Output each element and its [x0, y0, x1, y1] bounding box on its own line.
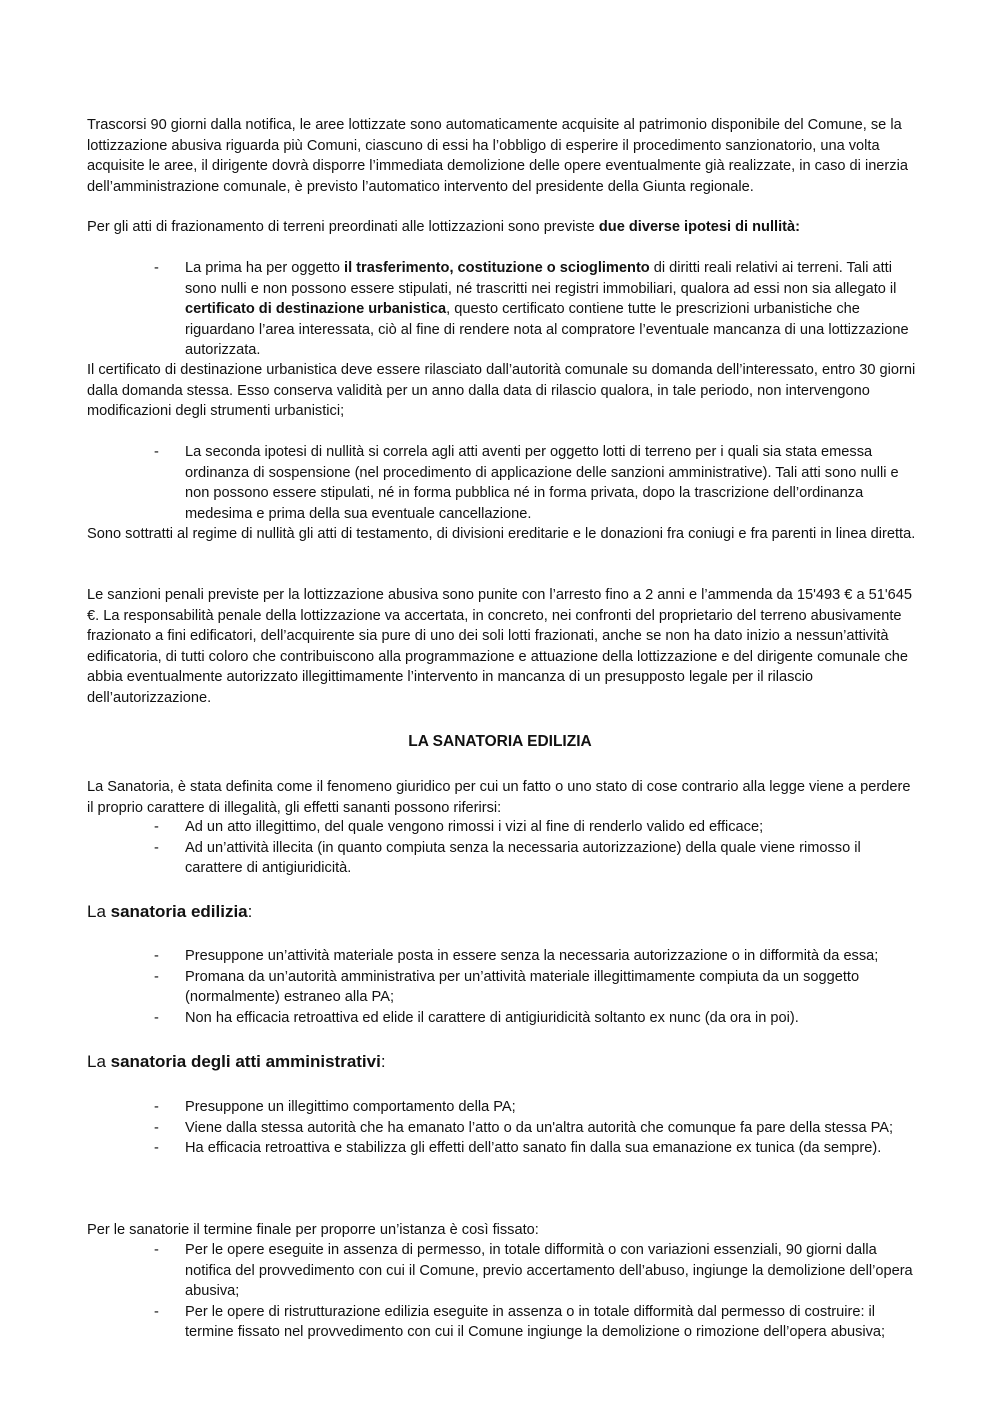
- bold-certificato: certificato di destinazione urbanistica: [185, 301, 447, 317]
- bold-due-ipotesi: due diverse ipotesi di nullità:: [598, 219, 800, 235]
- bullet-dash: -: [154, 1099, 159, 1115]
- bullet-text: La prima ha per oggetto: [185, 260, 345, 276]
- heading-sanatoria-atti: [87, 1052, 386, 1073]
- list-termini: [87, 1240, 917, 1343]
- bullet-dash: -: [154, 839, 159, 856]
- heading-prefix: La: [87, 902, 111, 921]
- list-item-text: Per le opere eseguite in assenza di permesso, in totale difformità o con variazioni essenziali, 90 giorni dalla notifica del provvedimento con cui il Comune, previo accertamento dell’abuso, ingiunge la demolizione dell’opera abusiva;: [185, 1242, 913, 1299]
- list-item-text: Viene dalla stessa autorità che ha emanato l’atto o da un'altra autorità che comunque fa pare della stessa PA;: [185, 1119, 894, 1136]
- heading-bold: sanatoria edilizia: [110, 902, 248, 921]
- list-item-text: Per le opere di ristrutturazione edilizia eseguite in assenza o in totale difformità dal permesso di costruire: il termine fissato nel provvedimento con cui il Comune ingiunge la demolizione o rimozione dell’opera abusiva;: [185, 1303, 886, 1340]
- list-item: [87, 1240, 917, 1302]
- heading-suffix: :: [247, 902, 253, 921]
- heading-sanatoria-edilizia: [87, 902, 252, 923]
- list-item: [87, 967, 917, 1008]
- list-item: [87, 1097, 917, 1118]
- list-item-text: Promana da un’autorità amministrativa per un’attività materiale illegittimamente compiuta da un soggetto (normalmente) estraneo alla PA;: [185, 968, 860, 1005]
- list-seconda-ipotesi: [87, 442, 917, 524]
- bullet-text: La seconda ipotesi di nullità si correla agli atti aventi per oggetto lotti di terreno per i quali sia stata emessa ordinanza di sospensione (nel procedimento di applicazione delle sanzioni amministrative). Tali atti sono nulli e non possono essere stipulati, né in forma pubblica né in forma privata, dopo la trascrizione dell’ordinanza medesima e prima della sua eventuale cancellazione.: [185, 444, 899, 522]
- paragraph-acquisizione-aree: Trascorsi 90 giorni dalla notifica, le aree lottizzate sono automaticamente acquisite al patrimonio disponibile del Comune, se la lottizzazione abusiva riguarda più Comuni, ciascuno di essi ha l’obbligo di esperire il procedimento sanzionatorio, una volta acquisite le aree, il dirigente dovrà disporre l’immediata demolizione delle opere eventualmente già realizzate, in caso di inerzia dell’amministrazione comunale, è previsto l’automatico intervento del presidente della Giunta regionale.: [87, 117, 908, 195]
- bold-trasferimento: il trasferimento, costituzione o scioglimento: [344, 260, 650, 276]
- paragraph-certificato: Il certificato di destinazione urbanistica deve essere rilasciato dall’autorità comunale su domanda dell’interessato, entro 30 giorni dalla domanda stessa. Esso conserva validità per un anno dalla data di rilascio qualora, in tale periodo, non intervengono modificazioni degli strumenti urbanistici;: [87, 362, 916, 419]
- list-effetti-sananti: [87, 817, 917, 879]
- list-item: [87, 258, 917, 361]
- list-item-text: Ad un’attività illecita (in quanto compiuta senza la necessaria autorizzazione) della quale viene rimosso il carattere di antigiuridicità.: [185, 839, 861, 876]
- heading-prefix: La: [87, 1052, 111, 1071]
- bullet-dash: -: [154, 968, 159, 985]
- list-item: [87, 442, 917, 524]
- list-item: [87, 1302, 917, 1343]
- paragraph-termine-finale: Per le sanatorie il termine finale per proporre un’istanza è così fissato:: [87, 1222, 539, 1238]
- list-item-text: Presuppone un’attività materiale posta in essere senza la necessaria autorizzazione o in difformità da essa;: [185, 948, 879, 964]
- list-item-text: Presuppone un illegittimo comportamento della PA;: [185, 1099, 516, 1115]
- list-sanatoria-edilizia: [87, 946, 917, 1028]
- list-item-text: Ad un atto illegittimo, del quale vengono rimossi i vizi al fine di renderlo valido ed efficace;: [185, 819, 764, 835]
- bullet-dash: -: [154, 1242, 159, 1258]
- section-title: LA SANATORIA EDILIZIA: [408, 733, 592, 750]
- list-item-text: Non ha efficacia retroattiva ed elide il carattere di antigiuridicità soltanto ex nunc (da ora in poi).: [185, 1009, 799, 1026]
- bullet-dash: -: [154, 948, 159, 964]
- list-item: [87, 838, 917, 879]
- paragraph-sottratti: Sono sottratti al regime di nullità gli atti di testamento, di divisioni ereditarie e le donazioni fra coniugi e fra parenti in linea diretta.: [87, 526, 916, 542]
- bullet-dash: -: [154, 819, 159, 835]
- list-prima-ipotesi: [87, 258, 917, 361]
- heading-bold: sanatoria degli atti amministrativi: [110, 1052, 381, 1071]
- list-item: [87, 1008, 917, 1029]
- bullet-dash: -: [154, 260, 159, 276]
- list-sanatoria-atti: [87, 1097, 917, 1159]
- list-item: [87, 946, 917, 967]
- bullet-dash: -: [154, 1140, 159, 1156]
- paragraph-sanzioni-penali: Le sanzioni penali previste per la lottizzazione abusiva sono punite con l’arresto fino a 2 anni e l’ammenda da 15'493 € a 51'645 €. La responsabilità penale della lottizzazione va accertata, in concreto, nei confronti del proprietario del terreno abusivamente frazionato a fini edificatori, dell’acquirente sia pure di uno dei soli lotti frazionati, anche se non ha dato inizio a nessun’attività edificatoria, di tutti coloro che contribuiscono alla programmazione e attuazione della lottizzazione e del dirigente comunale che abbia eventualmente autorizzato illegittimamente l’intervento in mancanza di un presupposto legale per il rilascio dell’autorizzazione.: [87, 587, 912, 706]
- paragraph-ipotesi-nullita-text: Per gli atti di frazionamento di terreni preordinati alle lottizzazioni sono previste: [87, 219, 599, 235]
- bullet-dash: -: [154, 1303, 159, 1320]
- list-item: [87, 817, 917, 838]
- paragraph-ipotesi-nullita: [87, 217, 917, 238]
- bullet-dash: -: [154, 1009, 159, 1026]
- bullet-dash: -: [154, 1119, 159, 1136]
- list-item: [87, 1138, 917, 1159]
- bullet-text: di diritti reali relativi ai terreni. Tali atti sono nulli e non possono essere stipulati, né trascritti nei registri immobiliari, qualora ad essi non sia allegato il: [185, 260, 897, 297]
- list-item: [87, 1118, 917, 1139]
- bullet-text: , questo certificato contiene tutte le prescrizioni urbanistiche che riguardano l’area interessata, ciò al fine di rendere nota al compratore l’eventuale mancanza di una lottizzazione autorizzata.: [185, 301, 909, 358]
- paragraph-sanatoria-definizione: La Sanatoria, è stata definita come il fenomeno giuridico per cui un fatto o uno stato di cose contrario alla legge viene a perdere il proprio carattere di illegalità, gli effetti sananti possono riferirsi:: [87, 779, 911, 816]
- list-item-text: Ha efficacia retroattiva e stabilizza gli effetti dell’atto sanato fin dalla sua emanazione ex tunica (da sempre).: [185, 1140, 882, 1156]
- bullet-dash: -: [154, 444, 159, 460]
- heading-suffix: :: [380, 1052, 386, 1071]
